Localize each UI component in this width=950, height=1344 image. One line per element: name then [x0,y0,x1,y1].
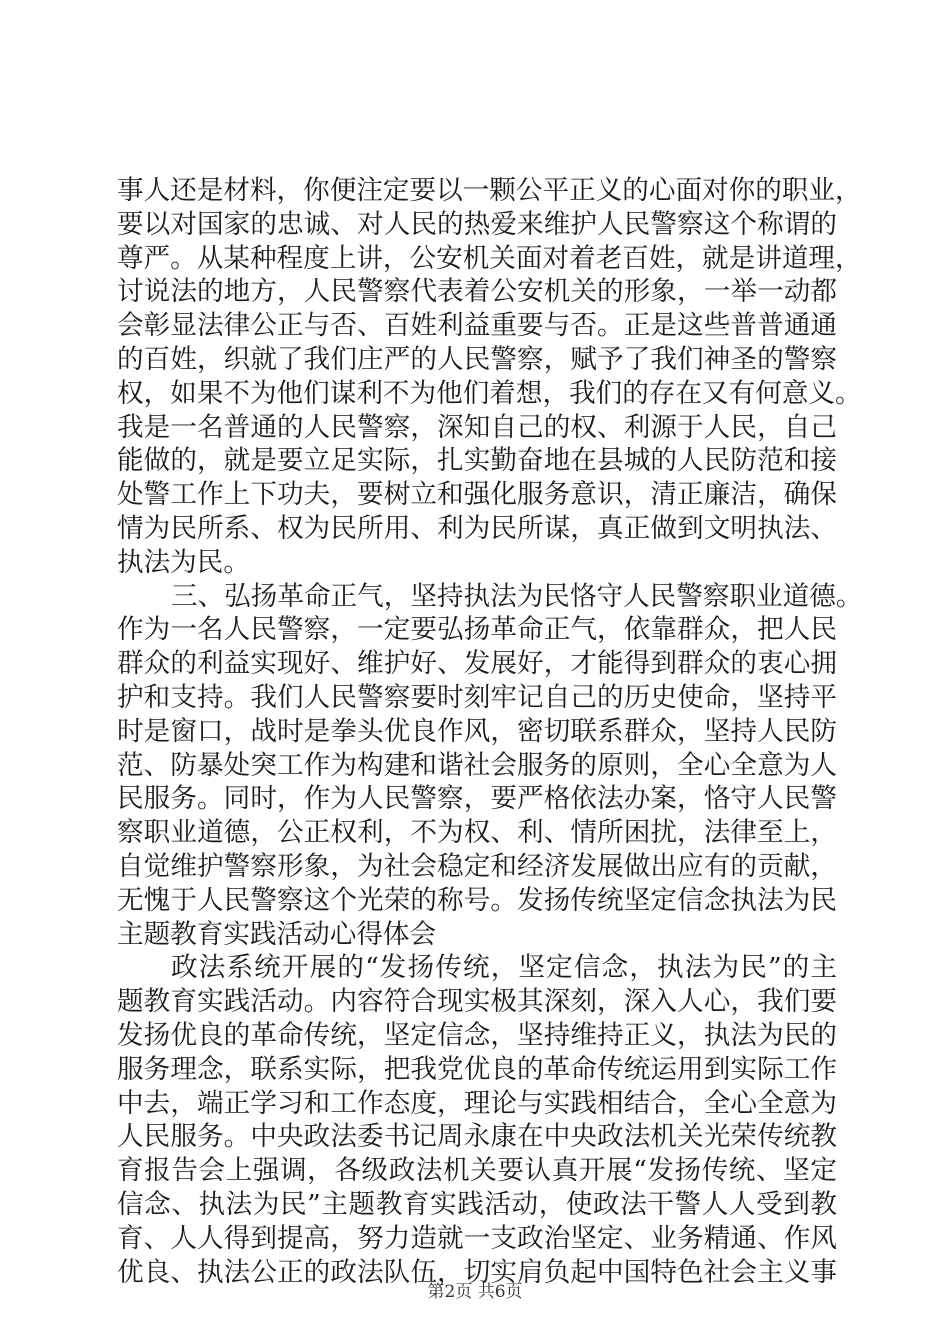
text-line: 无愧于人民警察这个光荣的称号。发扬传统坚定信念执法为民 [117,884,837,916]
text-line: 政法系统开展的“发扬传统，坚定信念，执法为民”的主 [171,952,837,984]
text-line: 权，如果不为他们谋利不为他们着想，我们的存在又有何意义。 [117,377,862,409]
text-line: 情为民所系、权为民所用、利为民所谋，真正做到文明执法、 [117,512,837,544]
page-footer: 第2页 共6页 [427,1282,523,1302]
text-line: 人民服务。中央政法委书记周永康在中央政法机关光荣传统教 [117,1121,837,1153]
text-line: 中去，端正学习和工作态度，理论与实践相结合，全心全意为 [117,1087,837,1119]
text-line: 主题教育实践活动心得体会 [117,918,437,950]
text-line: 优良、执法公正的政法队伍，切实肩负起中国特色社会主义事 [117,1256,837,1288]
text-line: 执法为民。 [117,546,250,578]
text-line: 我是一名普通的人民警察，深知自己的权、利源于人民，自己 [117,411,837,443]
text-line: 时是窗口，战时是拳头优良作风，密切联系群众，坚持人民防 [117,715,837,747]
text-line: 服务理念，联系实际，把我党优良的革命传统运用到实际工作 [117,1053,837,1085]
text-line: 发扬优良的革命传统，坚定信念，坚持维持正义，执法为民的 [117,1019,837,1051]
text-line: 事人还是材料，你便注定要以一颗公平正义的心面对你的职业， [117,175,862,206]
text-line: 范、防暴处突工作为构建和谐社会服务的原则，全心全意为人 [117,749,837,781]
text-line: 能做的，就是要立足实际，扎实勤奋地在县城的人民防范和接 [117,445,837,477]
text-line: 的百姓，织就了我们庄严的人民警察，赋予了我们神圣的警察 [117,343,837,375]
text-line: 三、弘扬革命正气，坚持执法为民恪守人民警察职业道德。 [171,580,863,612]
text-line: 察职业道德，公正权利，不为权、利、情所困扰，法律至上， [117,817,837,849]
text-line: 会彰显法律公正与否、百姓利益重要与否。正是这些普普通通 [117,310,837,342]
text-line: 民服务。同时，作为人民警察，要严格依法办案，恪守人民警 [117,783,837,815]
text-line: 育报告会上强调，各级政法机关要认真开展“发扬传统、坚定 [117,1155,837,1187]
text-line: 处警工作上下功夫，要树立和强化服务意识，清正廉洁，确保 [117,479,837,511]
text-line: 要以对国家的忠诚、对人民的热爱来维护人民警察这个称谓的 [117,208,837,240]
text-line: 育、人人得到提高，努力造就一支政治坚定、业务精通、作风 [117,1222,837,1254]
text-line: 讨说法的地方，人民警察代表着公安机关的形象，一举一动都 [117,276,837,308]
text-line: 信念、执法为民”主题教育实践活动，使政法干警人人受到教 [117,1188,837,1220]
text-line: 护和支持。我们人民警察要时刻牢记自己的历史使命，坚持平 [117,681,837,713]
text-line: 尊严。从某种程度上讲，公安机关面对着老百姓，就是讲道理， [117,242,862,274]
text-line: 群众的利益实现好、维护好、发展好，才能得到群众的衷心拥 [117,648,837,680]
text-line: 作为一名人民警察，一定要弘扬革命正气，依靠群众，把人民 [117,614,837,646]
body-text [117,174,863,1289]
text-line: 题教育实践活动。内容符合现实极其深刻，深入人心，我们要 [117,986,837,1018]
text-line: 自觉维护警察形象，为社会稳定和经济发展做出应有的贡献， [117,850,837,882]
